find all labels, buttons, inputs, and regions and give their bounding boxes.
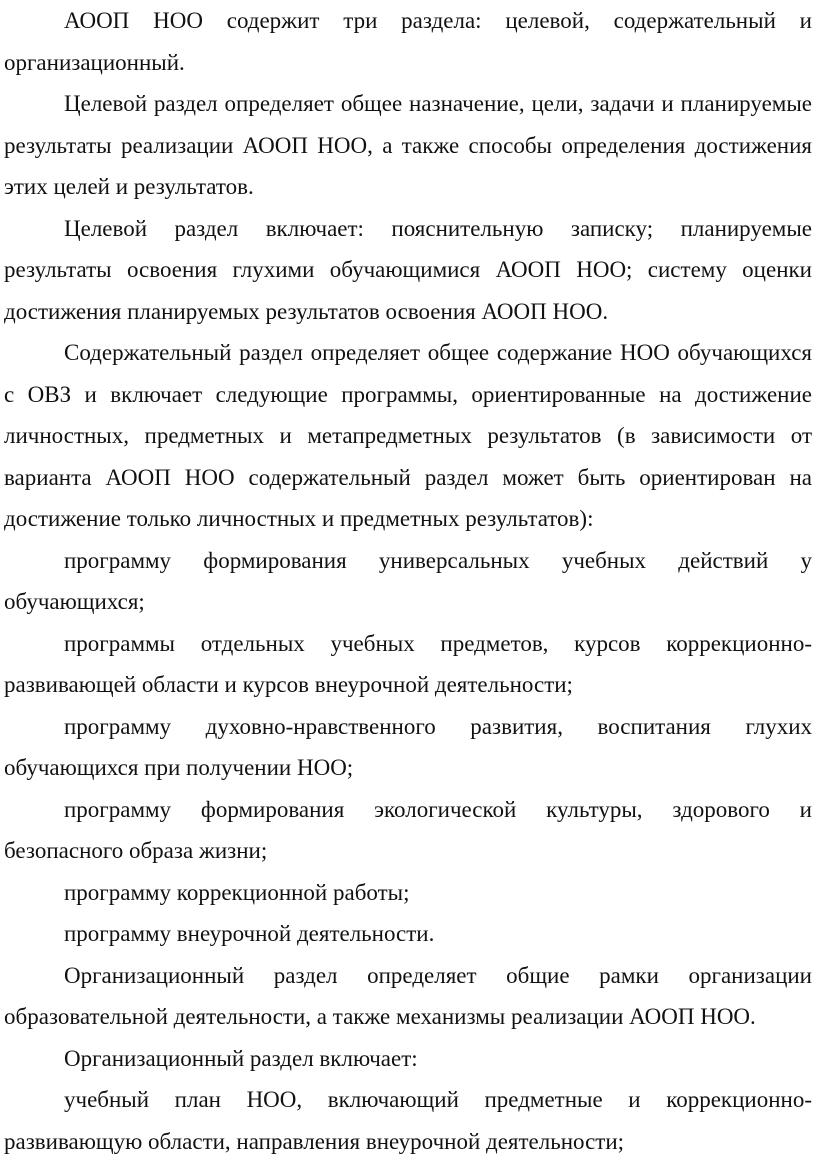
list-item-uud-program: программу формирования универсальных учебных действий у обучающихся; xyxy=(4,547,812,614)
list-item-extracurricular-program: программу внеурочной деятельности. xyxy=(64,921,435,946)
paragraph-organizational-section: Организационный раздел определяет общие рамки организации образовательной деятельности, а также механизмы реализации АООП НОО. xyxy=(4,962,812,1029)
paragraph-sections-overview: АООП НОО содержит три раздела: целевой, содержательный и организационный. xyxy=(4,8,812,75)
paragraph-target-section-contents: Целевой раздел включает: пояснительную записку; планируемые результаты освоения глухими обучающимися АООП НОО; систему оценки достижения планируемых результатов освоения АООП НОО. xyxy=(4,215,812,324)
list-item-curriculum: учебный план НОО, включающий предметные и коррекционно-развивающую области, направления внеурочной деятельности; xyxy=(4,1087,812,1154)
paragraph-content-section: Содержательный раздел определяет общее содержание НОО обучающихся с ОВЗ и включает следующие программы, ориентированные на достижение личностных, предметных и метапредметных результатов (в зависимости от варианта АООП НОО содержательный раздел может быть ориентирован на достижение только личностных и предметных результатов): xyxy=(4,340,812,531)
document-page xyxy=(4,0,812,1162)
list-item-subject-programs: программы отдельных учебных предметов, курсов коррекционно-развивающей области и курсов внеурочной деятельности; xyxy=(4,630,812,697)
list-item-moral-development-program: программу духовно-нравственного развития, воспитания глухих обучающихся при получении НОО; xyxy=(4,713,812,780)
list-item-correctional-program: программу коррекционной работы; xyxy=(64,879,410,905)
list-item-ecological-culture-program: программу формирования экологической культуры, здорового и безопасного образа жизни; xyxy=(4,796,812,863)
paragraph-organizational-includes: Организационный раздел включает: xyxy=(64,1045,418,1071)
paragraph-target-section-purpose: Целевой раздел определяет общее назначение, цели, задачи и планируемые результаты реализации АООП НОО, а также способы определения достижения этих целей и результатов. xyxy=(4,91,812,199)
